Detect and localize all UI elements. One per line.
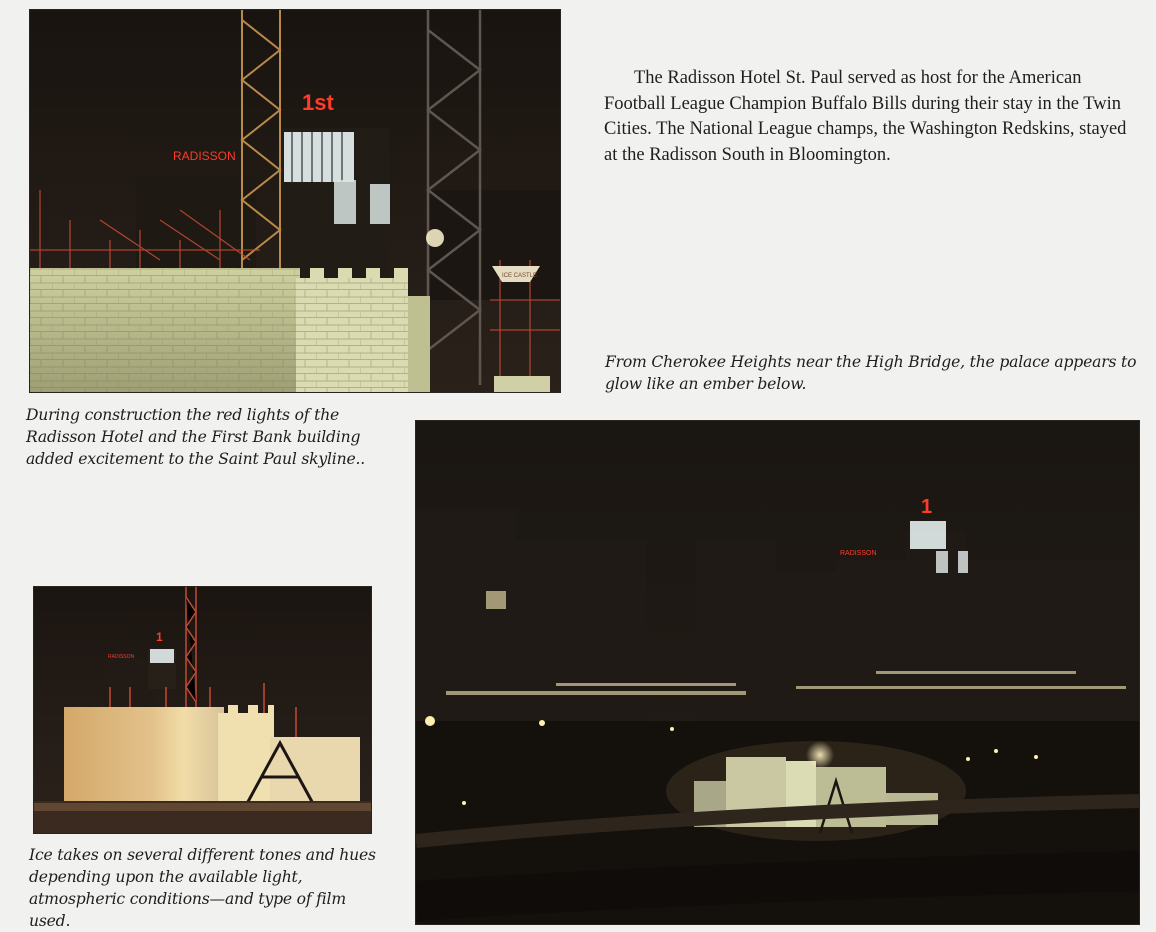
construction-photo xyxy=(30,10,560,392)
article-body-text: The Radisson Hotel St. Paul served as host for the American Football League Champion Buffalo Bills during their stay in the Twin Cities. The National League champs, the Washington Redskins, stayed at the Radisson South in Bloomington. xyxy=(604,68,1127,165)
heights-photo-caption: From Cherokee Heights near the High Bridge, the palace appears to glow like an ember below. xyxy=(605,353,1137,393)
ice-castle-banner: ICE CASTLE xyxy=(502,273,538,279)
heights-radisson-sign: RADISSON xyxy=(840,550,877,557)
small-first-bank-sign: 1 xyxy=(156,630,163,644)
ice-tones-photo-image xyxy=(34,587,371,833)
first-bank-sign: 1st xyxy=(302,90,334,115)
ice-tones-photo xyxy=(34,587,371,833)
ice-tones-photo-caption: Ice takes on several different tones and hues depending upon the available light, atmospheric conditions—and type of film used. xyxy=(29,846,376,930)
heights-first-bank-sign: 1 xyxy=(921,496,933,518)
cherokee-heights-photo-image xyxy=(416,421,1139,924)
construction-photo-caption: During construction the red lights of the Radisson Hotel and the First Bank building added excitement to the Saint Paul skyline.. xyxy=(26,406,365,468)
radisson-sign: RADISSON xyxy=(173,149,236,163)
cherokee-heights-photo xyxy=(416,421,1139,924)
construction-photo-image xyxy=(30,10,560,392)
small-radisson-sign: RADISSON xyxy=(108,654,135,660)
